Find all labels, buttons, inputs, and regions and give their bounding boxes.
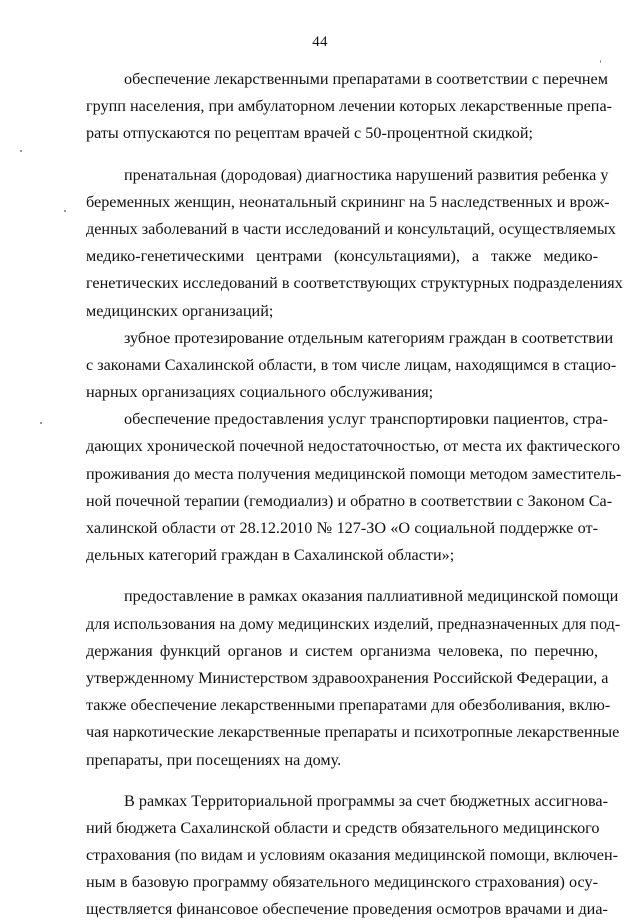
text-line: пренатальная (дородовая) диагностика нарушений развития ребенка у (124, 165, 609, 184)
text-line: медико-генетическими центрами (консультациями), а также медико- (86, 247, 598, 266)
text-line: предоставление в рамках оказания паллиативной медицинской помощи (124, 587, 619, 606)
paragraph (86, 788, 619, 924)
text-line: для использования на дому медицинских изделий, предназначенных для под- (86, 614, 621, 633)
text-line: страхования (по видам и условиям оказания медицинской помощи, включен- (86, 846, 619, 865)
text-line: раты отпускаются по рецептам врачей с 50-процентной скидкой; (86, 124, 533, 143)
text-line: ной почечной терапии (гемодиализ) и обратно в соответствии с Законом Са- (86, 491, 613, 510)
text-line: групп населения, при амбулаторном лечении которых лекарственные препа- (86, 97, 613, 116)
paragraph (86, 406, 622, 569)
text-line: В рамках Территориальной программы за счет бюджетных ассигнова- (124, 791, 608, 810)
text-line: нарных организациях социального обслуживания; (86, 383, 434, 402)
text-line: медицинских организаций; (86, 301, 274, 320)
text-line: препараты, при посещениях на дому. (86, 750, 342, 769)
text-line: держания функций органов и систем организма человека, по перечню, (86, 641, 598, 660)
scan-speck (64, 210, 66, 212)
text-line: утвержденному Министерством здравоохранения Российской Федерации, а (86, 668, 609, 687)
text-line: обеспечение предоставления услуг транспортировки пациентов, стра- (124, 410, 608, 429)
paragraph (86, 325, 617, 407)
paragraph (86, 66, 613, 148)
text-line: денных заболеваний в части исследований и консультаций, осуществляемых (86, 219, 616, 238)
text-line: халинской области от 28.12.2010 № 127-ЗО «О социальной поддержке от- (86, 519, 598, 537)
scan-speck (40, 422, 42, 424)
text-line: обеспечение лекарственными препаратами в соответствии с перечнем (124, 70, 608, 88)
scan-speck (600, 60, 601, 63)
text-line: также обеспечение лекарственными препаратами для обезболивания, вклю- (86, 696, 611, 715)
text-line: генетических исследований в соответствующих структурных подразделениях (86, 274, 623, 293)
text-line: проживания до места получения медицинской помощи методом заместитель- (86, 464, 622, 483)
text-line: ществляется финансовое обеспечение проведения осмотров врачами и диа- (86, 900, 608, 919)
text-line: зубное протезирование отдельным категориям граждан в соответствии (124, 328, 614, 347)
text-line: беременных женщин, неонатальный скрининг на 5 наследственных и врож- (86, 192, 610, 211)
text-line: дельных категорий граждан в Сахалинской области»; (86, 546, 455, 565)
text-line: чая наркотические лекарственные препараты и психотропные лекарственные (86, 723, 620, 742)
text-line: ным в базовую программу обязательного медицинского страхования) осу- (86, 873, 598, 892)
paragraph (86, 162, 623, 325)
scan-speck (20, 150, 22, 152)
text-line: ний бюджета Сахалинской области и средств обязательного медицинского (86, 818, 600, 837)
page-number: 44 (312, 34, 328, 50)
text-line: дающих хронической почечной недостаточностью, от места их фактического (86, 437, 621, 456)
body-text (86, 66, 623, 924)
text-line: с законами Сахалинской области, в том числе лицам, находящимся в стацио- (86, 355, 617, 374)
paragraph (86, 583, 621, 773)
